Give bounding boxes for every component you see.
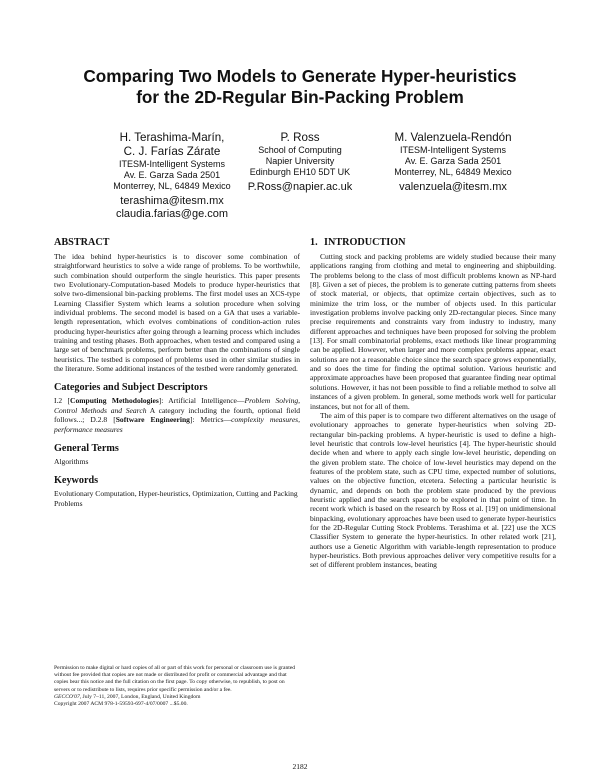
intro-paragraph-1: Cutting stock and packing problems are widely studied because their many applications ranging from clothing and metal to engineering and shipbuilding. The problems belong to the class of most difficult problems known as NP-hard [8]. Given a set of pieces, the problem is to generate cutting patterns from sheets of stock material, or objects, that optimize certain objectives, such as to minimize the trim loss, or the number of objects used. In this particular investigation problems involve packing only 2D-rectangular pieces. Since many precise requirements and constraints vary from industry to industry, many different approaches and techniques have been proposed for solving the problem [13]. For small combinatorial problems, exact methods like linear programming can be applied. However, when larger and more complex problems appear, exact solutions are not a reasonable choice since the search space grows exponentially, and so does the time for finding the optimal solution. Various heuristic and approximate approaches have been proposed that guarantee finding near optimal solutions. However, it has not been possible to find a reliable method to solve all instances of a given problem. In general, some methods work well for particular instances, but not for all of them. [310, 252, 556, 411]
paper-title-line-2: for the 2D-Regular Bin-Packing Problem [136, 87, 464, 107]
permission-text: Permission to make digital or hard copies of all or part of this work for personal or classroom use is granted without fee provided that copies are not made or distributed for profit or commercial advantage and that copies bear this notice and the full citation on the first page. To copy otherwise, to republish, to post on servers or to redistribute to lists, requires prior specific permission and/or a fee. [54, 665, 296, 693]
keywords-heading: Keywords [54, 475, 99, 487]
category-name: Software Engineering [115, 415, 190, 425]
paper-title [40, 66, 560, 108]
author-affiliation: Monterrey, NL, 64849 Mexico [394, 167, 512, 177]
category-name: Computing Methodologies [70, 396, 159, 406]
author-block-2 [230, 131, 370, 194]
categories-text [54, 396, 300, 433]
venue-details: July 7–11, 2007, London, England, United Kingdom [81, 693, 201, 700]
author-affiliation: Monterrey, NL, 64849 Mexico [113, 181, 231, 191]
author-email: claudia.farias@ge.com [115, 207, 229, 220]
author-affiliation: ITESM-Intelligent Systems [118, 159, 226, 169]
author-email: terashima@itesm.mx [120, 195, 224, 207]
left-column [54, 236, 300, 508]
author-name: M. Valenzuela-Rendón [394, 131, 512, 144]
general-terms-heading: General Terms [54, 442, 119, 454]
categories-heading: Categories and Subject Descriptors [54, 382, 208, 394]
author-email: P.Ross@napier.ac.uk [247, 181, 353, 193]
category-text: A category including the fourth, optional field follows...; D.2.8 [ [54, 405, 300, 425]
venue-name: GECCO'07, [54, 693, 82, 700]
category-text: ]: Metrics— [189, 415, 232, 425]
category-subject: Problem Solving, Control Methods and Search [54, 396, 301, 415]
keywords-text: Evolutionary Computation, Hyper-heuristics, Optimization, Cutting and Packing Problems [54, 489, 298, 508]
author-affiliation: Edinburgh EH10 5DT UK [249, 167, 351, 177]
author-affiliation: Av. E. Garza Sada 2501 [123, 170, 221, 180]
author-affiliation: Av. E. Garza Sada 2501 [404, 156, 502, 166]
author-email: valenzuela@itesm.mx [399, 181, 507, 193]
category-text: ]: Artificial Intelligence— [158, 396, 245, 406]
copyright-line: Copyright 2007 ACM 978-1-59593-697-4/07/0007 ...$5.00. [54, 701, 188, 708]
copyright-notice [54, 665, 300, 708]
author-name: C. J. Farías Zárate [123, 145, 221, 158]
author-affiliation: School of Computing [258, 145, 342, 155]
right-column [310, 236, 556, 570]
section-title: INTRODUCTION [324, 237, 406, 248]
author-name: P. Ross [280, 131, 320, 144]
category-code: I.2 [ [54, 396, 71, 406]
abstract-heading: ABSTRACT [54, 237, 110, 248]
author-block-3 [358, 131, 548, 194]
introduction-heading [310, 236, 556, 249]
venue-line [54, 694, 300, 701]
general-terms-text: Algorithms [54, 456, 89, 466]
author-affiliation: Napier University [265, 156, 335, 166]
page-number: 2182 [292, 762, 308, 771]
section-number: 1. [310, 237, 318, 248]
author-affiliation: ITESM-Intelligent Systems [399, 145, 507, 155]
intro-paragraph-2: The aim of this paper is to compare two different alternatives on the usage of evolutionary approaches to generate hyper-heuristics when solving 2D-rectangular bin-packing problems. A hyper-heuristic is used to define a high-level heuristic that controls low-level heuristics [4]. The hyper-heuristic should decide when and where to apply each single low-level heuristic, depending on the given problem state. The choice of low-level heuristics may depend on the features of the problem state, such as CPU time, expected number of solutions, values on the objective function, etcetera. Selecting a particular heuristic is dynamic, and depends on both the problem state produced by the previous heuristic applied and the search space to be explored in that point of time. In recent work which is based on the research by Ross et al. [19] on unidimensional binpacking, evolutionary approaches have been used to generate hyper-heuristics for the 2D-Regular Cutting Stock Problems. Terashima et al. [22] use the XCS Classifier System to generate the hyper-heuristics. In other related work [21], authors use a Genetic Algorithm with variable-length representation to produce hyper-heuristics. Both previous approaches deliver very competitive results for a set of different problem instances, beating [310, 410, 556, 570]
abstract-text: The idea behind hyper-heuristics is to discover some combination of straightforward heuristics to solve a wide range of problems. To be worthwhile, such combination should outperform the single heuristics. This paper presents two Evolutionary-Computation-based Models to produce hyper-heuristics that solve two-dimensional bin-packing problems. The first model uses an XCS-type Learning Classifier System which learns a solution procedure when solving individual problems. The second model is based on a GA that uses a variable-length representation, which evolves combinations of condition-action rules producing hyper-heuristics after going through a learning process which includes training and testing phases. Both approaches, when tested and compared using a large set of benchmark problems, perform better than the combinations of single heuristics. The testbed is composed of problems used in other similar studies in the literature. Some additional instances of the testbed were randomly generated. [54, 252, 300, 374]
category-subject: complexity measures, performance measures [54, 415, 300, 434]
author-name: H. Terashima-Marín, [119, 131, 225, 144]
paper-title-line-1: Comparing Two Models to Generate Hyper-heuristics [83, 66, 517, 86]
